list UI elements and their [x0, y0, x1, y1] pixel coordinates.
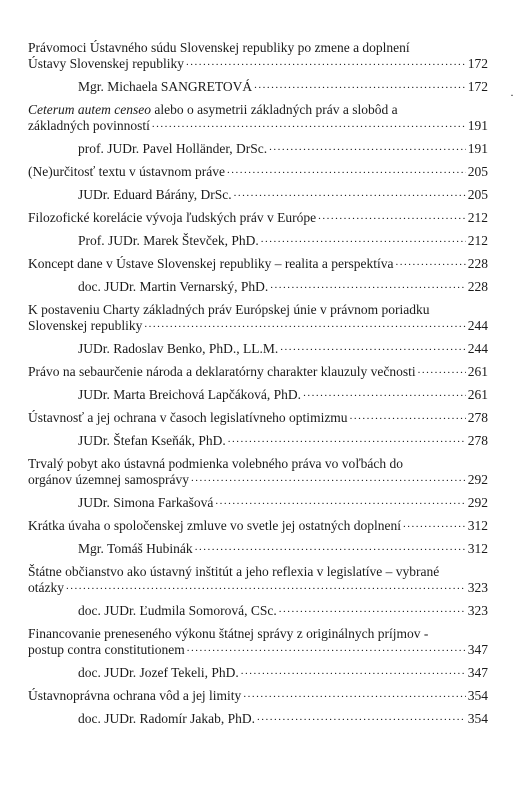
page-number: 172 [467, 56, 488, 71]
table-of-contents [28, 40, 488, 734]
toc-line-text: orgánov územnej samosprávy [28, 472, 189, 487]
page-number: 312 [467, 518, 488, 533]
page-number: 261 [467, 387, 488, 402]
toc-line-text: Ceterum autem censeo alebo o asymetrii základných práv a slobôd a [28, 102, 398, 117]
dot-leader [228, 433, 466, 449]
dot-leader [403, 518, 466, 534]
page-number: 278 [467, 410, 488, 425]
toc-title-entry [28, 164, 488, 180]
dot-leader [254, 79, 466, 95]
toc-author-entry [28, 665, 488, 681]
dot-leader [241, 665, 466, 681]
toc-title-entry [28, 688, 488, 704]
toc-author-entry [28, 141, 488, 157]
toc-line-text: doc. JUDr. Ľudmila Somorová, CSc. [78, 603, 277, 618]
toc-line-text: doc. JUDr. Radomír Jakab, PhD. [78, 711, 255, 726]
toc-title-entry [28, 364, 488, 380]
dot-leader [418, 364, 466, 380]
page-number: 261 [467, 364, 488, 379]
toc-line-text: Ústavy Slovenskej republiky [28, 56, 184, 71]
toc-title-entry [28, 210, 488, 226]
toc-title-entry [28, 456, 488, 488]
margin-mark: · [510, 88, 514, 102]
toc-line-text: Ústavnoprávna ochrana vôd a jej limity [28, 688, 242, 703]
toc-line-text: Filozofické korelácie vývoja ľudských práv v Európe [28, 210, 317, 225]
toc-title-entry [28, 410, 488, 426]
page-number: 292 [467, 495, 488, 510]
page-number: 292 [467, 472, 488, 487]
dot-leader [257, 711, 466, 727]
page-number: 244 [467, 341, 488, 356]
toc-line-text: Financovanie preneseného výkonu štátnej správy z originálnych príjmov - [28, 626, 429, 641]
page-number: 191 [467, 118, 488, 133]
toc-author-entry [28, 711, 488, 727]
toc-line-text: Právo na sebaurčenie národa a deklaratórny charakter klauzuly večnosti [28, 364, 416, 379]
dot-leader [280, 341, 466, 357]
toc-author-entry [28, 603, 488, 619]
page-number: 347 [467, 642, 488, 657]
page-number: 205 [467, 164, 488, 179]
dot-leader [234, 187, 466, 203]
page-number: 354 [467, 711, 488, 726]
toc-line-text: prof. JUDr. Pavel Holländer, DrSc. [78, 141, 268, 156]
toc-line-text: K postaveniu Charty základných práv Európskej únie v právnom poriadku [28, 302, 430, 317]
toc-line-text: postup contra constitutionem [28, 642, 185, 657]
toc-author-entry [28, 541, 488, 557]
page-number: 323 [467, 580, 488, 595]
toc-line-text: Krátka úvaha o spoločenskej zmluve vo svetle jej ostatných doplnení [28, 518, 402, 533]
toc-author-entry [28, 233, 488, 249]
page-number: 278 [467, 433, 488, 448]
page-number: 312 [467, 541, 488, 556]
toc-line-text: JUDr. Štefan Kseňák, PhD. [78, 433, 226, 448]
dot-leader [270, 279, 466, 295]
toc-line-text: JUDr. Radoslav Benko, PhD., LL.M. [78, 341, 279, 356]
dot-leader [152, 118, 466, 134]
toc-title-entry [28, 518, 488, 534]
toc-title-entry [28, 40, 488, 72]
page-number: 228 [467, 256, 488, 271]
dot-leader [191, 472, 466, 488]
toc-author-entry [28, 187, 488, 203]
toc-line-text: základných povinností [28, 118, 150, 133]
toc-author-entry [28, 341, 488, 357]
toc-line-text: Ústavnosť a jej ochrana v časoch legislatívneho optimizmu [28, 410, 348, 425]
toc-line-text: otázky [28, 580, 64, 595]
toc-line-text: Prof. JUDr. Marek Števček, PhD. [78, 233, 259, 248]
toc-author-entry [28, 495, 488, 511]
dot-leader [243, 688, 465, 704]
dot-leader [303, 387, 466, 403]
dot-leader [261, 233, 466, 249]
dot-leader [269, 141, 466, 157]
dot-leader [227, 164, 466, 180]
toc-line-text: doc. JUDr. Jozef Tekeli, PhD. [78, 665, 239, 680]
page-number: 347 [467, 665, 488, 680]
dot-leader [186, 56, 466, 72]
toc-title-entry [28, 564, 488, 596]
page-number: 323 [467, 603, 488, 618]
toc-line-text: Mgr. Michaela SANGRETOVÁ [78, 79, 253, 94]
toc-author-entry [28, 387, 488, 403]
toc-title-entry [28, 256, 488, 272]
toc-line-text: (Ne)určitosť textu v ústavnom práve [28, 164, 225, 179]
toc-line-text: Štátne občianstvo ako ústavný inštitút a jeho reflexia v legislatíve – vybrané [28, 564, 440, 579]
page-number: 172 [467, 79, 488, 94]
page-number: 244 [467, 318, 488, 333]
toc-author-entry [28, 79, 488, 95]
page-number: 228 [467, 279, 488, 294]
toc-author-entry [28, 279, 488, 295]
dot-leader [396, 256, 466, 272]
toc-line-text: Slovenskej republiky [28, 318, 143, 333]
dot-leader [195, 541, 466, 557]
dot-leader [318, 210, 466, 226]
page-number: 212 [467, 210, 488, 225]
toc-line-text: Trvalý pobyt ako ústavná podmienka volebného práva vo voľbách do [28, 456, 404, 471]
page-number: 354 [467, 688, 488, 703]
page-number: 191 [467, 141, 488, 156]
dot-leader [350, 410, 466, 426]
toc-line-text: Mgr. Tomáš Hubinák [78, 541, 193, 556]
toc-line-text: JUDr. Simona Farkašová [78, 495, 214, 510]
toc-title-entry [28, 102, 488, 134]
toc-title-entry [28, 626, 488, 658]
toc-line-text: Právomoci Ústavného súdu Slovenskej republiky po zmene a doplnení [28, 40, 410, 55]
toc-line-text: JUDr. Marta Breichová Lapčáková, PhD. [78, 387, 302, 402]
dot-leader [215, 495, 465, 511]
dot-leader [279, 603, 466, 619]
toc-title-entry [28, 302, 488, 334]
toc-author-entry [28, 433, 488, 449]
dot-leader [66, 580, 466, 596]
dot-leader [187, 642, 466, 658]
toc-line-text: Koncept dane v Ústave Slovenskej republiky – realita a perspektíva [28, 256, 394, 271]
toc-line-text: JUDr. Eduard Bárány, DrSc. [78, 187, 232, 202]
dot-leader [144, 318, 465, 334]
page-number: 212 [467, 233, 488, 248]
toc-line-text: doc. JUDr. Martin Vernarský, PhD. [78, 279, 269, 294]
page-number: 205 [467, 187, 488, 202]
